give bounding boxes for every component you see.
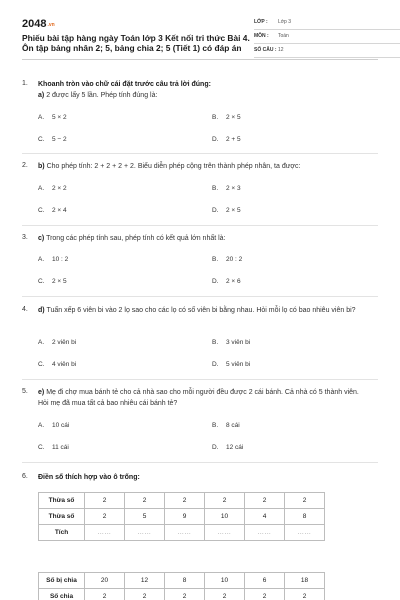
meta-row-subject <box>254 30 400 44</box>
table-cell: 9 <box>165 509 205 525</box>
table-cell: 8 <box>285 509 325 525</box>
option-text: 5 viên bi <box>226 361 251 368</box>
question-part: b) <box>38 163 45 170</box>
option-b[interactable] <box>212 339 250 346</box>
table-cell: 2 <box>85 589 125 600</box>
question-part: a) <box>38 91 45 99</box>
table-row <box>39 525 325 541</box>
table-cell: 2 <box>125 493 165 509</box>
option-text: 2 × 5 <box>52 278 67 285</box>
question-text <box>38 473 368 484</box>
question-text <box>38 80 368 101</box>
meta-row-question-count <box>254 44 400 58</box>
logo-text: 2048 <box>22 18 47 30</box>
option-letter: D. <box>212 207 219 214</box>
answer-blank[interactable]: …… <box>165 525 205 541</box>
row-header: Thừa số <box>39 493 85 509</box>
table-cell: 4 <box>245 509 285 525</box>
question-intro: Khoanh tròn vào chữ cái đặt trước câu trả lời đúng: <box>38 81 211 88</box>
option-letter: A. <box>38 185 45 192</box>
meta-label: SỐ CÂU : <box>254 47 277 53</box>
row-header: Số chia <box>39 589 85 600</box>
option-letter: C. <box>38 278 45 285</box>
question-divider <box>22 296 378 297</box>
option-text: 12 cái <box>226 444 244 451</box>
option-letter: D. <box>212 136 219 143</box>
question-number: 4. <box>22 306 28 313</box>
meta-label: MÔN : <box>254 33 269 39</box>
option-text: 2 × 3 <box>226 185 241 192</box>
table-cell: 2 <box>165 493 205 509</box>
option-text: 2 × 2 <box>52 185 67 192</box>
option-b[interactable] <box>212 422 240 429</box>
question-body: Cho phép tính: 2 + 2 + 2 + 2. Biểu diễn phép cộng trên thành phép nhân, ta được: <box>46 163 301 170</box>
question-body: Tuấn xếp 6 viên bi vào 2 lọ sao cho các lọ có số viên bi bằng nhau. Hỏi mỗi lọ có bao nhiêu viên bi? <box>46 307 356 314</box>
table-row <box>39 573 325 589</box>
option-b[interactable] <box>212 256 242 263</box>
site-logo[interactable] <box>22 18 55 30</box>
row-header: Tích <box>39 525 85 541</box>
option-letter: C. <box>38 361 45 368</box>
worksheet-header <box>22 14 378 60</box>
option-text: 3 viên bi <box>226 339 251 346</box>
option-c[interactable] <box>38 278 67 285</box>
option-d[interactable] <box>212 361 250 368</box>
question-divider <box>22 225 378 226</box>
question-number: 1. <box>22 80 28 87</box>
table-cell: 2 <box>165 589 205 600</box>
question-body: 2 được lấy 5 lần. Phép tính đúng là: <box>46 91 158 99</box>
question-text <box>38 162 368 173</box>
table-cell: 2 <box>205 589 245 600</box>
option-letter: A. <box>38 339 45 346</box>
table-cell: 10 <box>205 573 245 589</box>
option-letter: C. <box>38 444 45 451</box>
question-part: c) <box>38 235 45 242</box>
option-letter: C. <box>38 207 45 214</box>
option-text: 8 cái <box>226 422 240 429</box>
option-a[interactable] <box>38 422 69 429</box>
option-letter: A. <box>38 256 45 263</box>
option-c[interactable] <box>38 444 69 451</box>
question-number: 2. <box>22 162 28 169</box>
option-text: 2 × 5 <box>226 114 241 121</box>
option-text: 10 cái <box>52 422 70 429</box>
table-cell: 10 <box>205 509 245 525</box>
option-text: 2 × 5 <box>226 207 241 214</box>
table-cell: 2 <box>285 589 325 600</box>
option-c[interactable] <box>38 136 67 143</box>
question-part: d) <box>38 307 45 314</box>
option-letter: A. <box>38 422 45 429</box>
option-letter: D. <box>212 361 219 368</box>
answer-blank[interactable]: …… <box>85 525 125 541</box>
option-text: 10 : 2 <box>52 256 69 263</box>
option-text: 11 cái <box>52 444 69 451</box>
question-number: 6. <box>22 473 28 480</box>
question-divider <box>22 379 378 380</box>
table-row <box>39 509 325 525</box>
table-cell: 2 <box>205 493 245 509</box>
table-cell: 2 <box>285 493 325 509</box>
table-row <box>39 589 325 600</box>
option-b[interactable] <box>212 114 241 121</box>
table-cell: 2 <box>245 493 285 509</box>
option-text: 2 × 6 <box>226 278 241 285</box>
row-header: Số bị chia <box>39 573 85 589</box>
option-c[interactable] <box>38 361 76 368</box>
option-a[interactable] <box>38 114 67 121</box>
question-text <box>38 306 368 317</box>
option-text: 5 × 2 <box>52 114 67 121</box>
question-number: 3. <box>22 234 28 241</box>
meta-value: 12 <box>278 47 284 53</box>
question-intro: Điền số thích hợp vào ô trống: <box>38 474 140 481</box>
meta-value: Toán <box>278 33 289 39</box>
table-cell: 18 <box>285 573 325 589</box>
document-title: Phiếu bài tập hàng ngày Toán lớp 3 Kết nối tri thức Bài 4. Ôn tập bảng nhân 2; 5, bảng chia 2; 5 (Tiết 1) có đáp án <box>22 33 250 53</box>
question-divider <box>22 153 378 154</box>
multiplication-table <box>38 492 325 541</box>
option-text: 5 − 2 <box>52 136 67 143</box>
option-text: 4 viên bi <box>52 361 77 368</box>
option-letter: D. <box>212 444 219 451</box>
option-letter: C. <box>38 136 45 143</box>
answer-blank[interactable]: …… <box>205 525 245 541</box>
option-letter: A. <box>38 114 45 121</box>
question-number: 5. <box>22 388 28 395</box>
option-letter: B. <box>212 256 219 263</box>
answer-blank[interactable]: …… <box>125 525 165 541</box>
meta-label: LỚP : <box>254 19 268 25</box>
option-text: 2 viên bi <box>52 339 77 346</box>
meta-value: Lớp 3 <box>278 19 292 25</box>
worksheet-meta <box>254 16 400 58</box>
option-a[interactable] <box>38 256 68 263</box>
table-cell: 2 <box>125 589 165 600</box>
table-cell: 20 <box>85 573 125 589</box>
option-letter: D. <box>212 278 219 285</box>
option-b[interactable] <box>212 185 241 192</box>
question-text <box>38 234 368 245</box>
question-body: Trong các phép tính sau, phép tính có kết quả lớn nhất là: <box>46 235 226 242</box>
option-letter: B. <box>212 114 219 121</box>
table-cell: 2 <box>245 589 285 600</box>
option-letter: B. <box>212 185 219 192</box>
question-divider <box>22 462 378 463</box>
table-cell: 12 <box>125 573 165 589</box>
question-text <box>38 388 368 409</box>
table-cell: 8 <box>165 573 205 589</box>
row-header: Thừa số <box>39 509 85 525</box>
answer-blank[interactable]: …… <box>245 525 285 541</box>
option-d[interactable] <box>212 136 241 143</box>
question-body: Mẹ đi chợ mua bánh tẻ cho cả nhà sao cho mỗi người đều được 2 cái bánh. Cả nhà có 5 thành viên. Hỏi mẹ đã mua tất cả bao nhiêu cái bánh tẻ? <box>38 389 359 407</box>
meta-row-class <box>254 16 400 30</box>
option-d[interactable] <box>212 444 243 451</box>
option-text: 20 : 2 <box>226 256 243 263</box>
option-d[interactable] <box>212 207 241 214</box>
answer-blank[interactable]: …… <box>285 525 325 541</box>
option-letter: B. <box>212 422 219 429</box>
table-cell: 2 <box>85 509 125 525</box>
question-part: e) <box>38 389 45 396</box>
table-cell: 2 <box>85 493 125 509</box>
option-c[interactable] <box>38 207 67 214</box>
table-cell: 5 <box>125 509 165 525</box>
option-letter: B. <box>212 339 219 346</box>
division-table <box>38 572 325 600</box>
logo-suffix: .vn <box>47 22 55 28</box>
table-row <box>39 493 325 509</box>
option-text: 2 + 5 <box>226 136 241 143</box>
option-d[interactable] <box>212 278 241 285</box>
option-a[interactable] <box>38 185 67 192</box>
table-cell: 6 <box>245 573 285 589</box>
option-a[interactable] <box>38 339 76 346</box>
option-text: 2 × 4 <box>52 207 67 214</box>
